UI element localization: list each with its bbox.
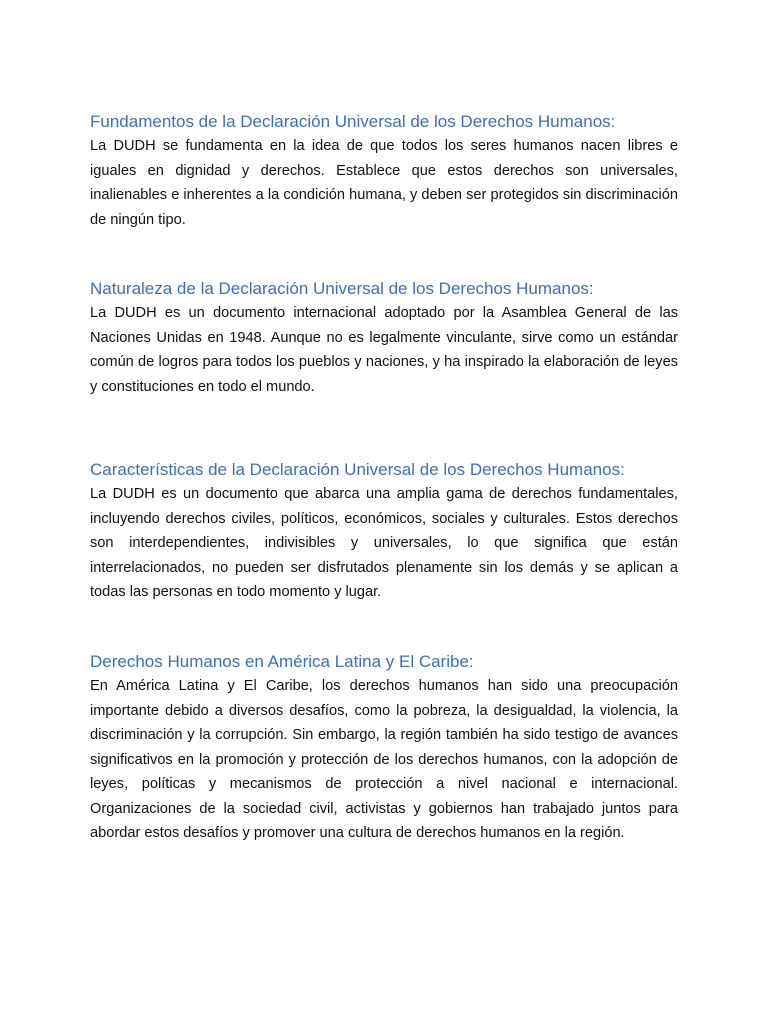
section-heading: Naturaleza de la Declaración Universal de los Derechos Humanos: (90, 279, 594, 298)
section-paragraph: En América Latina y El Caribe, los derechos humanos han sido una preocupación importante debido a diversos desafíos, como la pobreza, la desigualdad, la violencia, la discriminación y la corrupción. Sin embargo, la región también ha sido testigo de avances significativos en la promoción y protección de los derechos humanos, con la adopción de leyes, políticas y mecanismos de protección a nivel nacional e internacional. Organizaciones de la sociedad civil, activistas y gobiernos han trabajado juntos para abordar estos desafíos y promover una cultura de derechos humanos en la región. (90, 678, 678, 841)
section-fundamentos (90, 110, 678, 232)
section-heading: Derechos Humanos en América Latina y El Caribe: (90, 652, 474, 671)
section-paragraph: La DUDH es un documento internacional adoptado por la Asamblea General de las Naciones Unidas en 1948. Aunque no es legalmente vinculante, sirve como un estándar común de logros para todos los pueblos y naciones, y ha inspirado la elaboración de leyes y constituciones en todo el mundo. (90, 305, 678, 395)
section-naturaleza (90, 277, 678, 399)
section-caracteristicas (90, 458, 678, 605)
section-paragraph: La DUDH es un documento que abarca una amplia gama de derechos fundamentales, incluyendo derechos civiles, políticos, económicos, sociales y culturales. Estos derechos son interdependientes, indivisibles y universales, lo que significa que están interrelacionados, no pueden ser disfrutados plenamente sin los demás y se aplican a todas las personas en todo momento y lugar. (90, 486, 678, 600)
section-america-latina (90, 650, 678, 846)
section-heading: Características de la Declaración Universal de los Derechos Humanos: (90, 460, 625, 479)
section-heading: Fundamentos de la Declaración Universal de los Derechos Humanos: (90, 112, 616, 131)
section-paragraph: La DUDH se fundamenta en la idea de que todos los seres humanos nacen libres e iguales en dignidad y derechos. Establece que estos derechos son universales, inalienables e inherentes a la condición humana, y deben ser protegidos sin discriminación de ningún tipo. (90, 138, 678, 228)
